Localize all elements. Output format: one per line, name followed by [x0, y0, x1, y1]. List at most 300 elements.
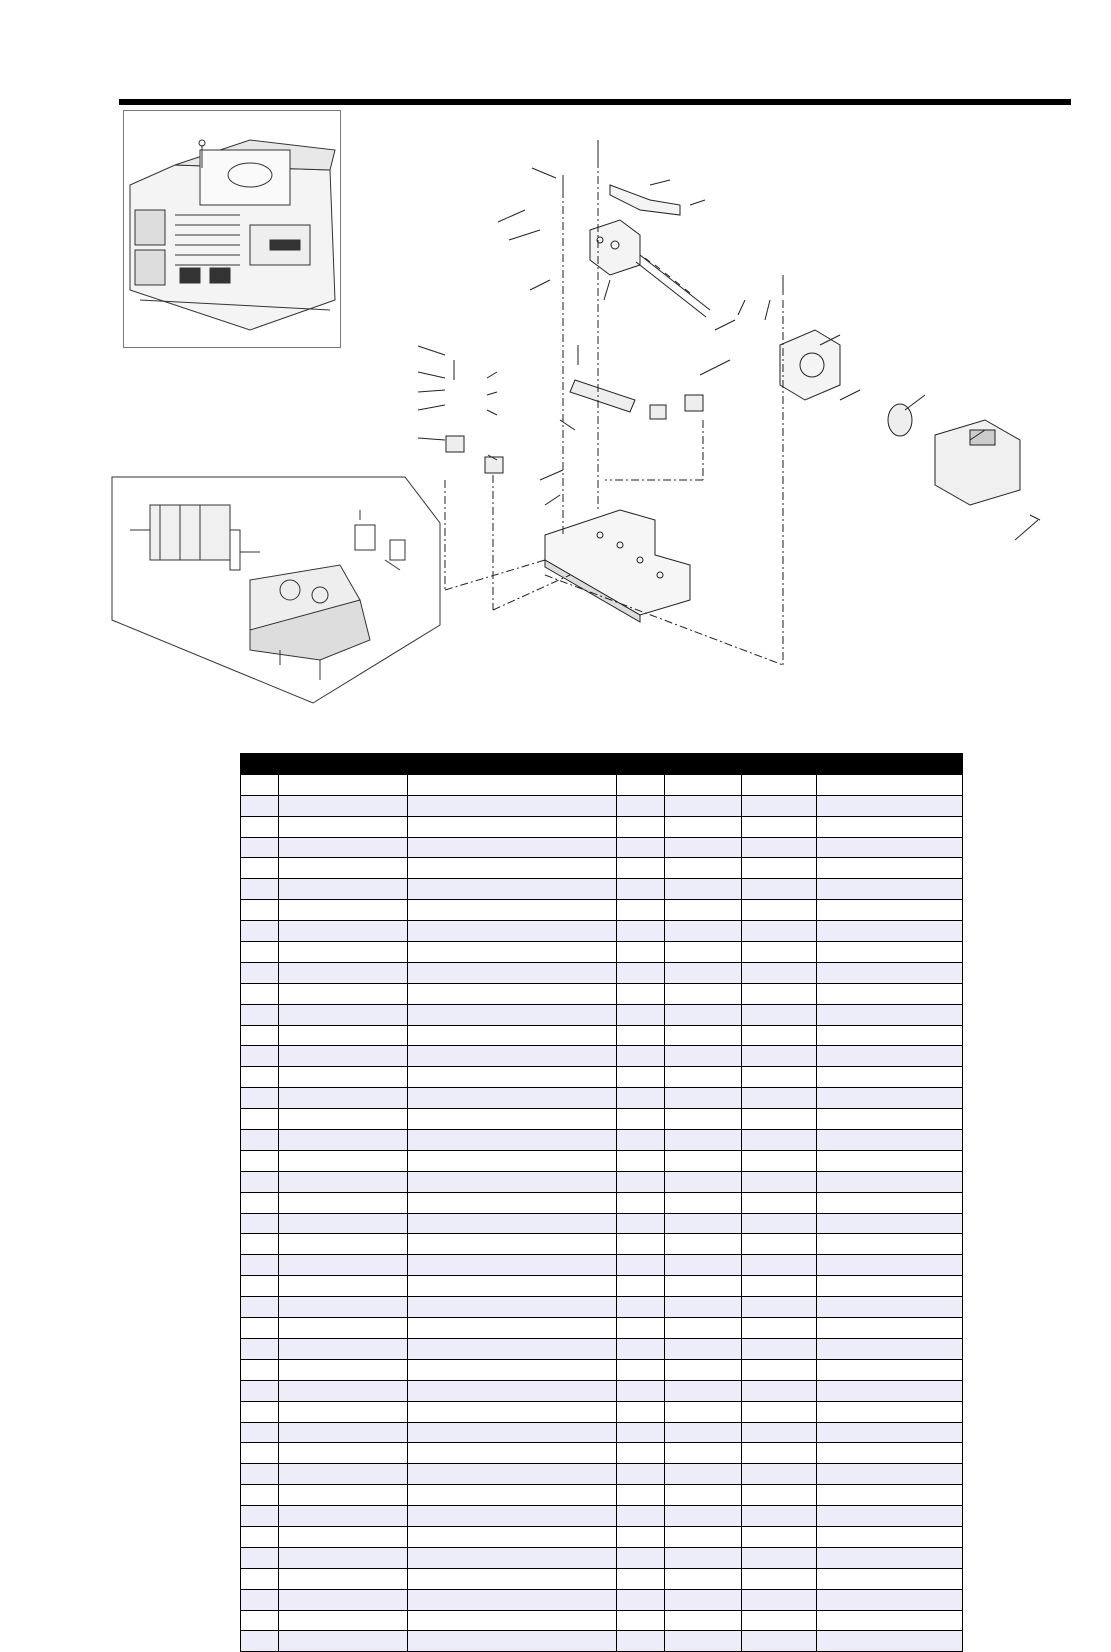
- table-cell: [408, 1255, 617, 1276]
- table-cell: [817, 1464, 963, 1485]
- table-cell: [279, 774, 408, 795]
- table-cell: [617, 1130, 665, 1151]
- table-cell: [742, 1359, 817, 1380]
- table-cell: [617, 1506, 665, 1527]
- table-cell: [817, 1631, 963, 1652]
- table-cell: [408, 1171, 617, 1192]
- table-cell: [617, 1255, 665, 1276]
- table-cell: [742, 816, 817, 837]
- table-cell: [742, 1088, 817, 1109]
- table-cell: [617, 1380, 665, 1401]
- table-cell: [617, 1109, 665, 1130]
- table-row: [241, 1589, 963, 1610]
- table-cell: [742, 795, 817, 816]
- table-cell: [241, 900, 279, 921]
- table-cell: [241, 1130, 279, 1151]
- table-cell: [665, 1025, 742, 1046]
- table-row: [241, 816, 963, 837]
- table-cell: [742, 1401, 817, 1422]
- table-cell: [817, 1359, 963, 1380]
- table-cell: [279, 1547, 408, 1568]
- table-cell: [617, 900, 665, 921]
- parts-list-table: [240, 753, 963, 1652]
- table-row: [241, 1004, 963, 1025]
- table-cell: [408, 1547, 617, 1568]
- table-row: [241, 1380, 963, 1401]
- table-cell: [241, 1547, 279, 1568]
- table-cell: [817, 1526, 963, 1547]
- table-cell: [408, 754, 617, 775]
- table-row: [241, 1610, 963, 1631]
- table-cell: [241, 1234, 279, 1255]
- table-cell: [617, 1213, 665, 1234]
- table-cell: [817, 1443, 963, 1464]
- table-cell: [817, 1506, 963, 1527]
- table-cell: [817, 1150, 963, 1171]
- table-cell: [617, 816, 665, 837]
- table-cell: [742, 858, 817, 879]
- table-cell: [408, 1589, 617, 1610]
- table-row: [241, 837, 963, 858]
- table-cell: [241, 1359, 279, 1380]
- table-cell: [408, 1338, 617, 1359]
- table-cell: [241, 1318, 279, 1339]
- table-cell: [665, 879, 742, 900]
- table-cell: [241, 837, 279, 858]
- table-cell: [241, 1297, 279, 1318]
- table-cell: [617, 1568, 665, 1589]
- table-cell: [817, 795, 963, 816]
- table-cell: [817, 1422, 963, 1443]
- table-cell: [279, 1150, 408, 1171]
- table-row: [241, 1130, 963, 1151]
- table-row: [241, 1088, 963, 1109]
- table-cell: [817, 1234, 963, 1255]
- table-cell: [817, 1401, 963, 1422]
- table-cell: [279, 900, 408, 921]
- table-cell: [617, 795, 665, 816]
- table-cell: [665, 983, 742, 1004]
- table-cell: [817, 1109, 963, 1130]
- table-cell: [665, 1067, 742, 1088]
- table-cell: [617, 1526, 665, 1547]
- table-cell: [408, 1443, 617, 1464]
- table-cell: [241, 1526, 279, 1547]
- table-cell: [742, 1171, 817, 1192]
- table-cell: [408, 1631, 617, 1652]
- exploded-parts-diagram: [0, 0, 1111, 720]
- table-row: [241, 1506, 963, 1527]
- parts-table-body: [241, 754, 963, 1652]
- table-cell: [742, 1318, 817, 1339]
- table-cell: [742, 1004, 817, 1025]
- table-cell: [408, 983, 617, 1004]
- table-cell: [241, 879, 279, 900]
- table-row: [241, 1422, 963, 1443]
- table-cell: [241, 795, 279, 816]
- table-cell: [742, 1192, 817, 1213]
- table-row: [241, 1485, 963, 1506]
- table-cell: [665, 816, 742, 837]
- table-cell: [408, 1485, 617, 1506]
- table-row: [241, 1171, 963, 1192]
- table-cell: [408, 1213, 617, 1234]
- table-cell: [241, 1213, 279, 1234]
- table-cell: [408, 837, 617, 858]
- table-cell: [279, 1443, 408, 1464]
- table-cell: [279, 1526, 408, 1547]
- table-cell: [742, 1338, 817, 1359]
- table-cell: [665, 1338, 742, 1359]
- table-cell: [665, 1422, 742, 1443]
- table-cell: [665, 1150, 742, 1171]
- table-cell: [241, 921, 279, 942]
- table-cell: [665, 1380, 742, 1401]
- table-header-row: [241, 754, 963, 775]
- table-cell: [617, 1025, 665, 1046]
- table-row: [241, 1067, 963, 1088]
- table-row: [241, 1443, 963, 1464]
- table-cell: [817, 1589, 963, 1610]
- table-cell: [742, 1255, 817, 1276]
- table-cell: [817, 1192, 963, 1213]
- table-cell: [408, 1297, 617, 1318]
- table-cell: [742, 1109, 817, 1130]
- table-cell: [241, 1004, 279, 1025]
- table-cell: [279, 858, 408, 879]
- table-cell: [617, 1171, 665, 1192]
- table-cell: [241, 1506, 279, 1527]
- table-cell: [617, 962, 665, 983]
- table-cell: [617, 1338, 665, 1359]
- table-row: [241, 1401, 963, 1422]
- table-row: [241, 900, 963, 921]
- table-cell: [279, 1464, 408, 1485]
- table-cell: [817, 900, 963, 921]
- table-cell: [241, 1255, 279, 1276]
- table-cell: [665, 1171, 742, 1192]
- table-row: [241, 1046, 963, 1067]
- table-cell: [817, 1088, 963, 1109]
- table-cell: [241, 1046, 279, 1067]
- table-cell: [817, 837, 963, 858]
- table-cell: [617, 1150, 665, 1171]
- table-cell: [617, 942, 665, 963]
- table-cell: [617, 1297, 665, 1318]
- table-cell: [408, 795, 617, 816]
- table-cell: [408, 1380, 617, 1401]
- table-cell: [408, 900, 617, 921]
- table-cell: [279, 983, 408, 1004]
- table-cell: [408, 1150, 617, 1171]
- table-cell: [617, 879, 665, 900]
- table-cell: [665, 1109, 742, 1130]
- table-cell: [742, 1526, 817, 1547]
- table-cell: [241, 1025, 279, 1046]
- table-cell: [665, 1046, 742, 1067]
- table-cell: [279, 921, 408, 942]
- table-cell: [665, 774, 742, 795]
- table-cell: [408, 1004, 617, 1025]
- table-cell: [408, 1568, 617, 1589]
- table-cell: [817, 1067, 963, 1088]
- table-row: [241, 1150, 963, 1171]
- table-cell: [665, 1568, 742, 1589]
- table-cell: [742, 837, 817, 858]
- table-cell: [742, 1046, 817, 1067]
- table-cell: [241, 754, 279, 775]
- table-cell: [279, 816, 408, 837]
- table-cell: [279, 1025, 408, 1046]
- table-cell: [665, 1443, 742, 1464]
- table-row: [241, 1297, 963, 1318]
- table-row: [241, 774, 963, 795]
- table-row: [241, 1276, 963, 1297]
- table-cell: [742, 1025, 817, 1046]
- table-cell: [279, 1631, 408, 1652]
- table-cell: [742, 1150, 817, 1171]
- table-cell: [817, 1025, 963, 1046]
- table-cell: [279, 942, 408, 963]
- table-cell: [617, 921, 665, 942]
- table-cell: [617, 1276, 665, 1297]
- table-cell: [408, 1422, 617, 1443]
- table-cell: [817, 1276, 963, 1297]
- table-cell: [742, 1380, 817, 1401]
- table-cell: [817, 1318, 963, 1339]
- table-cell: [279, 1589, 408, 1610]
- table-cell: [617, 1422, 665, 1443]
- table-cell: [817, 879, 963, 900]
- table-cell: [241, 1067, 279, 1088]
- table-cell: [408, 1234, 617, 1255]
- table-cell: [408, 1192, 617, 1213]
- table-cell: [279, 1088, 408, 1109]
- table-cell: [817, 983, 963, 1004]
- table-cell: [817, 1547, 963, 1568]
- table-cell: [241, 942, 279, 963]
- table-cell: [665, 1276, 742, 1297]
- table-cell: [241, 1401, 279, 1422]
- table-cell: [742, 1464, 817, 1485]
- table-cell: [742, 1631, 817, 1652]
- table-cell: [665, 1192, 742, 1213]
- table-cell: [617, 1192, 665, 1213]
- table-cell: [408, 1276, 617, 1297]
- table-cell: [665, 921, 742, 942]
- table-cell: [241, 1192, 279, 1213]
- table-cell: [408, 1359, 617, 1380]
- table-cell: [408, 1506, 617, 1527]
- table-row: [241, 1192, 963, 1213]
- table-cell: [742, 1422, 817, 1443]
- table-cell: [241, 1443, 279, 1464]
- table-row: [241, 1234, 963, 1255]
- table-cell: [742, 1506, 817, 1527]
- table-cell: [817, 1171, 963, 1192]
- table-cell: [742, 942, 817, 963]
- table-cell: [241, 1276, 279, 1297]
- table-cell: [241, 774, 279, 795]
- table-cell: [665, 795, 742, 816]
- table-cell: [408, 962, 617, 983]
- table-cell: [241, 1171, 279, 1192]
- table-row: [241, 1359, 963, 1380]
- table-cell: [665, 1234, 742, 1255]
- table-cell: [617, 1547, 665, 1568]
- table-cell: [665, 962, 742, 983]
- table-cell: [241, 983, 279, 1004]
- table-cell: [408, 1464, 617, 1485]
- table-cell: [665, 1004, 742, 1025]
- table-cell: [665, 1297, 742, 1318]
- table-cell: [817, 816, 963, 837]
- table-cell: [408, 1088, 617, 1109]
- table-cell: [241, 858, 279, 879]
- table-cell: [665, 1255, 742, 1276]
- table-cell: [617, 1589, 665, 1610]
- table-cell: [617, 1485, 665, 1506]
- machine-overview-icon: [130, 140, 335, 330]
- table-cell: [665, 900, 742, 921]
- table-cell: [817, 1046, 963, 1067]
- table-row: [241, 962, 963, 983]
- table-cell: [279, 962, 408, 983]
- table-cell: [241, 1631, 279, 1652]
- table-row: [241, 1526, 963, 1547]
- table-cell: [617, 837, 665, 858]
- exploded-assembly-icon: [418, 140, 1040, 665]
- table-cell: [742, 1130, 817, 1151]
- table-cell: [817, 858, 963, 879]
- table-cell: [279, 1004, 408, 1025]
- table-cell: [279, 1046, 408, 1067]
- table-cell: [665, 1526, 742, 1547]
- table-cell: [279, 1422, 408, 1443]
- table-cell: [742, 1276, 817, 1297]
- table-row: [241, 1464, 963, 1485]
- table-cell: [742, 1213, 817, 1234]
- table-cell: [617, 1046, 665, 1067]
- table-cell: [665, 1589, 742, 1610]
- table-cell: [279, 1568, 408, 1589]
- table-cell: [241, 962, 279, 983]
- table-cell: [279, 1109, 408, 1130]
- table-cell: [665, 1547, 742, 1568]
- table-cell: [617, 858, 665, 879]
- table-cell: [742, 754, 817, 775]
- table-cell: [279, 1297, 408, 1318]
- table-cell: [617, 1088, 665, 1109]
- table-cell: [817, 1568, 963, 1589]
- table-cell: [241, 1610, 279, 1631]
- table-cell: [742, 900, 817, 921]
- table-cell: [665, 1631, 742, 1652]
- assembled-unit-inset-icon: [112, 477, 440, 703]
- table-cell: [665, 1213, 742, 1234]
- table-cell: [817, 1213, 963, 1234]
- table-cell: [279, 1359, 408, 1380]
- table-cell: [408, 1046, 617, 1067]
- table-cell: [408, 1025, 617, 1046]
- table-cell: [617, 1318, 665, 1339]
- table-row: [241, 1547, 963, 1568]
- table-cell: [742, 962, 817, 983]
- table-cell: [617, 1443, 665, 1464]
- table-cell: [241, 1485, 279, 1506]
- table-cell: [817, 774, 963, 795]
- table-cell: [742, 921, 817, 942]
- table-cell: [408, 921, 617, 942]
- table-cell: [617, 983, 665, 1004]
- table-row: [241, 983, 963, 1004]
- table-row: [241, 795, 963, 816]
- table-cell: [408, 816, 617, 837]
- table-cell: [279, 795, 408, 816]
- table-cell: [742, 1443, 817, 1464]
- table-cell: [279, 1338, 408, 1359]
- table-cell: [665, 754, 742, 775]
- table-row: [241, 1213, 963, 1234]
- table-cell: [279, 1401, 408, 1422]
- table-cell: [742, 1610, 817, 1631]
- table-cell: [617, 754, 665, 775]
- table-cell: [241, 1589, 279, 1610]
- table-cell: [279, 1610, 408, 1631]
- table-cell: [665, 1464, 742, 1485]
- table-cell: [817, 1130, 963, 1151]
- table-cell: [617, 1610, 665, 1631]
- table-cell: [665, 858, 742, 879]
- table-cell: [742, 1547, 817, 1568]
- table-cell: [279, 1276, 408, 1297]
- table-cell: [408, 1401, 617, 1422]
- table-cell: [665, 1485, 742, 1506]
- table-row: [241, 1631, 963, 1652]
- table-cell: [241, 1464, 279, 1485]
- table-cell: [817, 1004, 963, 1025]
- table-cell: [617, 1631, 665, 1652]
- table-cell: [241, 1088, 279, 1109]
- table-row: [241, 1109, 963, 1130]
- table-cell: [742, 879, 817, 900]
- table-cell: [241, 1568, 279, 1589]
- table-cell: [817, 1297, 963, 1318]
- table-cell: [279, 1171, 408, 1192]
- table-cell: [241, 1422, 279, 1443]
- table-cell: [241, 1150, 279, 1171]
- table-cell: [665, 1130, 742, 1151]
- table-row: [241, 1338, 963, 1359]
- table-cell: [817, 1338, 963, 1359]
- table-cell: [742, 983, 817, 1004]
- table-cell: [617, 1004, 665, 1025]
- table-cell: [617, 1359, 665, 1380]
- table-cell: [279, 754, 408, 775]
- table-cell: [617, 1464, 665, 1485]
- table-cell: [742, 1568, 817, 1589]
- table-cell: [279, 1318, 408, 1339]
- table-row: [241, 1025, 963, 1046]
- table-cell: [408, 774, 617, 795]
- table-cell: [817, 962, 963, 983]
- table-cell: [742, 1485, 817, 1506]
- table-cell: [665, 1359, 742, 1380]
- table-cell: [665, 1401, 742, 1422]
- table-cell: [279, 837, 408, 858]
- table-cell: [817, 921, 963, 942]
- table-row: [241, 879, 963, 900]
